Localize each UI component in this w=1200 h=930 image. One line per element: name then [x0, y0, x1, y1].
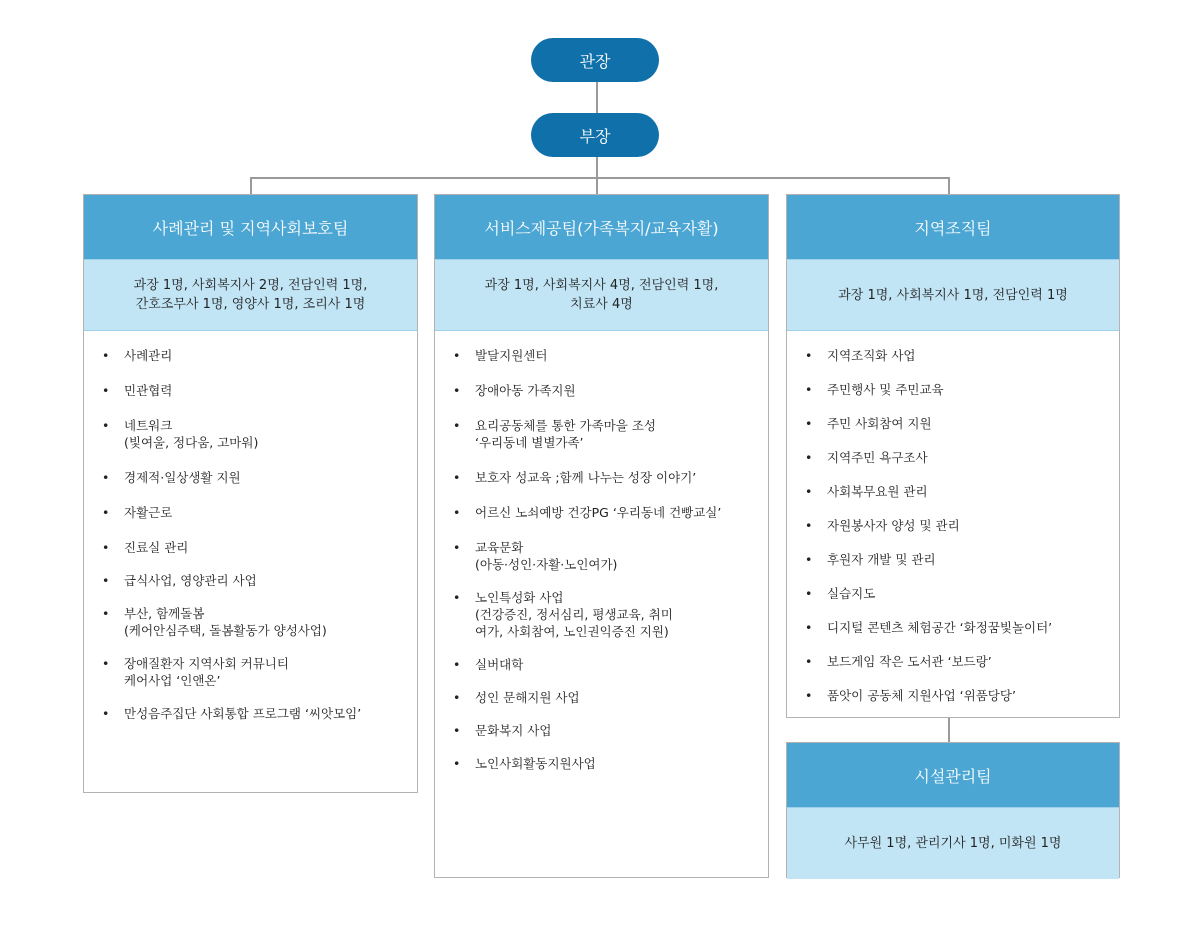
- task-item-label: • 민관협력: [124, 383, 173, 398]
- task-item-label: • 부산, 함께돌봄: [124, 606, 205, 621]
- task-item: [435, 469, 768, 486]
- connector-bus-service: [596, 177, 598, 194]
- task-item: [84, 605, 417, 639]
- task-item: [787, 585, 1119, 602]
- task-item: [435, 417, 768, 451]
- team-case-management-staff: 과장 1명, 사회복지사 2명, 전담인력 1명, 간호조무사 1명, 영양사 1명, 조리사 1명: [84, 259, 417, 331]
- task-item: [787, 347, 1119, 364]
- task-item: [435, 755, 768, 772]
- task-item: [787, 653, 1119, 670]
- task-item: [84, 347, 417, 364]
- task-item-label: • 성인 문해지원 사업: [475, 690, 580, 705]
- team-service-staff: 과장 1명, 사회복지사 4명, 전담인력 1명, 치료사 4명: [435, 259, 768, 331]
- task-item-label: • 후원자 개발 및 관리: [827, 552, 936, 567]
- task-item-label: • 급식사업, 영양관리 사업: [124, 573, 257, 588]
- connector-deputy-bus: [596, 157, 598, 177]
- team-facility: [786, 742, 1120, 878]
- task-item-label: • 네트워크: [124, 418, 173, 433]
- task-item-label: • 노인특성화 사업: [475, 590, 564, 605]
- task-item: [787, 687, 1119, 704]
- connector-director-deputy: [596, 82, 598, 114]
- task-item: [84, 469, 417, 486]
- task-item-label: • 발달지원센터: [475, 348, 548, 363]
- task-item-label: • 사회복무요원 관리: [827, 484, 928, 499]
- task-item-label: • 교육문화: [475, 540, 524, 555]
- task-item-label: • 지역조직화 사업: [827, 348, 916, 363]
- team-facility-staff: 사무원 1명, 관리기사 1명, 미화원 1명: [787, 807, 1119, 879]
- task-item: [84, 539, 417, 556]
- task-item: [435, 504, 768, 521]
- task-item-label: • 어르신 노쇠예방 건강PG ‘우리동네 건빵교실’: [475, 505, 722, 520]
- task-item: [435, 656, 768, 673]
- task-item: [787, 551, 1119, 568]
- director-node: 관장: [531, 38, 659, 82]
- task-item-label: • 주민 사회참여 지원: [827, 416, 932, 431]
- task-item-label: • 사례관리: [124, 348, 173, 363]
- task-item: [435, 689, 768, 706]
- task-item-detail: (케어안심주택, 돌봄활동가 양성사업): [124, 623, 327, 638]
- team-community-staff: 과장 1명, 사회복지사 1명, 전담인력 1명: [787, 259, 1119, 331]
- task-item: [84, 705, 417, 722]
- task-item: [787, 449, 1119, 466]
- task-item-label: • 실습지도: [827, 586, 876, 601]
- task-item-label: • 장애질환자 지역사회 커뮤니티 케어사업 ‘인앤온’: [124, 656, 289, 688]
- team-community-title: 지역조직팀: [787, 195, 1119, 259]
- task-item-label: • 자원봉사자 양성 및 관리: [827, 518, 960, 533]
- task-item: [84, 382, 417, 399]
- task-item: [787, 483, 1119, 500]
- task-item-detail: (아동·성인·자활·노인여가): [475, 557, 618, 572]
- task-item: [84, 417, 417, 451]
- task-item-label: • 보호자 성교육 ;함께 나누는 성장 이야기’: [475, 470, 697, 485]
- task-item-label: • 디지털 콘텐츠 체험공간 ‘화정꿈빛놀이터’: [827, 620, 1053, 635]
- task-item: [787, 619, 1119, 636]
- task-item: [435, 347, 768, 364]
- task-item-label: • 노인사회활동지원사업: [475, 756, 596, 771]
- connector-horizontal-bus: [250, 177, 950, 179]
- connector-bus-community: [948, 177, 950, 194]
- task-item-label: • 주민행사 및 주민교육: [827, 382, 944, 397]
- team-case-management: [83, 194, 418, 793]
- connector-community-facility: [948, 718, 950, 742]
- deputy-node: 부장: [531, 113, 659, 157]
- task-item-label: • 진료실 관리: [124, 540, 189, 555]
- task-item: [435, 589, 768, 640]
- team-case-management-tasks: [84, 331, 417, 722]
- task-item-label: • 보드게임 작은 도서관 ‘보드랑’: [827, 654, 992, 669]
- team-service: [434, 194, 769, 878]
- team-service-title: 서비스제공팀(가족복지/교육자활): [435, 195, 768, 259]
- team-case-management-title: 사례관리 및 지역사회보호팀: [84, 195, 417, 259]
- task-item-label: • 자활근로: [124, 505, 173, 520]
- task-item-label: • 장애아동 가족지원: [475, 383, 576, 398]
- task-item-label: • 실버대학: [475, 657, 524, 672]
- task-item-label: • 품앗이 공동체 지원사업 ‘위품당당’: [827, 688, 1016, 703]
- task-item-label: • 문화복지 사업: [475, 723, 552, 738]
- team-facility-title: 시설관리팀: [787, 743, 1119, 807]
- task-item: [787, 415, 1119, 432]
- team-community-tasks: [787, 331, 1119, 704]
- team-service-tasks: [435, 331, 768, 772]
- task-item-label: • 요리공동체를 통한 가족마을 조성 ‘우리동네 별별가족’: [475, 418, 656, 450]
- task-item: [84, 655, 417, 689]
- task-item-label: • 만성음주집단 사회통합 프로그램 ‘씨앗모임’: [124, 706, 362, 721]
- task-item-label: • 경제적·일상생활 지원: [124, 470, 241, 485]
- task-item: [787, 381, 1119, 398]
- task-item: [84, 572, 417, 589]
- task-item-detail: (건강증진, 정서심리, 평생교육, 취미 여가, 사회참여, 노인권익증진 지원): [475, 607, 673, 639]
- task-item-label: • 지역주민 욕구조사: [827, 450, 928, 465]
- team-community: [786, 194, 1120, 718]
- task-item: [84, 504, 417, 521]
- task-item: [435, 539, 768, 573]
- task-item: [787, 517, 1119, 534]
- connector-bus-case: [250, 177, 252, 194]
- task-item: [435, 382, 768, 399]
- task-item: [435, 722, 768, 739]
- task-item-detail: (빛여울, 정다움, 고마워): [124, 435, 259, 450]
